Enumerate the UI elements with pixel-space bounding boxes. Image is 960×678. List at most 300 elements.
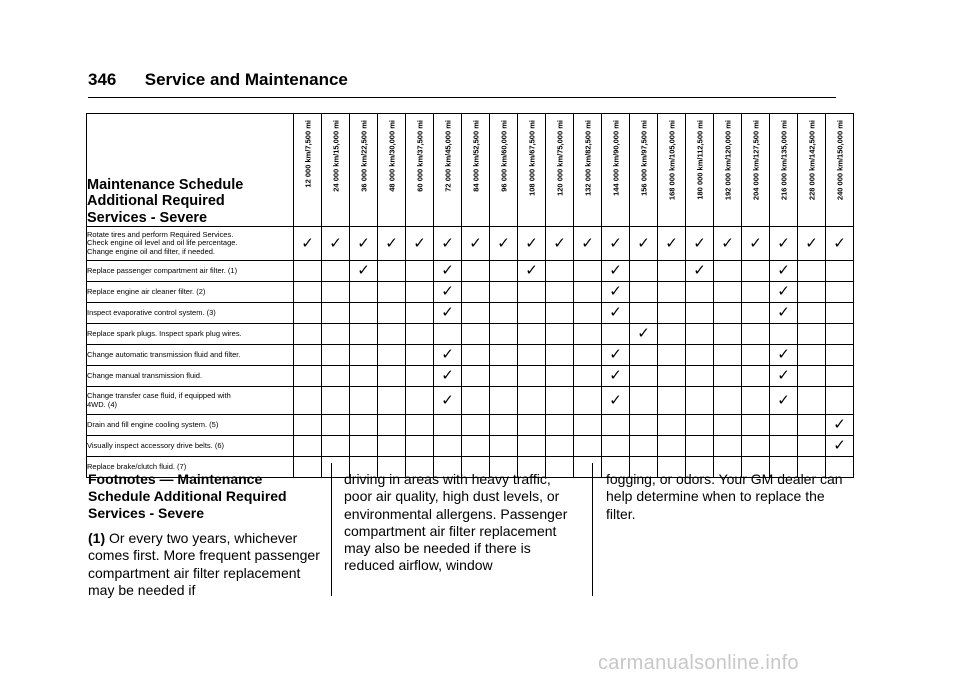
empty-cell [350, 366, 378, 387]
checkmark-cell [434, 366, 462, 387]
empty-cell [350, 282, 378, 303]
empty-cell [406, 436, 434, 457]
checkmark-icon: ✓ [637, 325, 650, 342]
empty-cell [322, 436, 350, 457]
empty-cell [742, 261, 770, 282]
empty-cell [518, 324, 546, 345]
checkmark-cell [798, 227, 826, 261]
empty-cell [462, 282, 490, 303]
empty-cell [630, 345, 658, 366]
empty-cell [462, 366, 490, 387]
interval-header [462, 114, 490, 227]
checkmark-cell [770, 227, 798, 261]
empty-cell [742, 324, 770, 345]
empty-cell [742, 436, 770, 457]
empty-cell [490, 324, 518, 345]
interval-header [630, 114, 658, 227]
checkmark-icon: ✓ [385, 234, 398, 252]
checkmark-cell [434, 227, 462, 261]
interval-header [434, 114, 462, 227]
interval-label: 132 000 km/82,500 mi [583, 120, 592, 196]
interval-header [294, 114, 322, 227]
empty-cell [798, 387, 826, 415]
empty-cell [546, 261, 574, 282]
empty-cell [686, 282, 714, 303]
empty-cell [462, 436, 490, 457]
footnote-continued-col2: driving in areas with heavy traffic, poor air quality, high dust levels, or environmental allergens. Passenger compartment air filter replacement may also be needed if there is reduced airflow, window [344, 471, 568, 574]
interval-header [658, 114, 686, 227]
checkmark-cell [434, 261, 462, 282]
empty-cell [742, 282, 770, 303]
interval-label: 204 000 km/127,500 mi [751, 120, 760, 201]
checkmark-cell [350, 227, 378, 261]
interval-header [490, 114, 518, 227]
footnote-1 [88, 530, 320, 599]
header-rule [88, 97, 836, 98]
empty-cell [518, 387, 546, 415]
interval-label: 216 000 km/135,000 mi [779, 120, 788, 201]
service-description: Replace spark plugs. Inspect spark plug wires. [87, 324, 294, 345]
empty-cell [686, 366, 714, 387]
empty-cell [294, 387, 322, 415]
empty-cell [714, 261, 742, 282]
empty-cell [294, 303, 322, 324]
interval-label: 72 000 km/45,000 mi [443, 120, 452, 192]
page-header [88, 70, 348, 90]
empty-cell [462, 345, 490, 366]
checkmark-icon: ✓ [469, 234, 482, 252]
empty-cell [714, 345, 742, 366]
interval-header [770, 114, 798, 227]
empty-cell [686, 387, 714, 415]
checkmark-cell [602, 345, 630, 366]
checkmark-cell [602, 227, 630, 261]
service-description: Visually inspect accessory drive belts. (6) [87, 436, 294, 457]
interval-label: 192 000 km/120,000 mi [723, 120, 732, 201]
checkmark-icon: ✓ [665, 234, 678, 252]
footnote-continued-col3: fogging, or odors. Your GM dealer can help determine when to replace the filter. [606, 471, 843, 522]
checkmark-cell [770, 282, 798, 303]
checkmark-icon: ✓ [609, 262, 622, 279]
footnote-1-label: (1) [88, 530, 106, 546]
empty-cell [378, 415, 406, 436]
checkmark-icon: ✓ [441, 367, 454, 384]
interval-header [518, 114, 546, 227]
checkmark-cell [686, 261, 714, 282]
empty-cell [378, 261, 406, 282]
empty-cell [798, 282, 826, 303]
empty-cell [294, 345, 322, 366]
empty-cell [406, 415, 434, 436]
empty-cell [686, 415, 714, 436]
empty-cell [546, 436, 574, 457]
empty-cell [490, 261, 518, 282]
empty-cell [630, 436, 658, 457]
empty-cell [378, 303, 406, 324]
checkmark-cell [518, 261, 546, 282]
empty-cell [434, 436, 462, 457]
interval-label: 12 000 km/7,500 mi [303, 120, 312, 188]
empty-cell [546, 324, 574, 345]
empty-cell [714, 282, 742, 303]
empty-cell [798, 415, 826, 436]
checkmark-cell [434, 303, 462, 324]
empty-cell [406, 366, 434, 387]
service-description: Replace passenger compartment air filter. (1) [87, 261, 294, 282]
empty-cell [546, 303, 574, 324]
table-row [87, 387, 854, 415]
checkmark-cell [602, 387, 630, 415]
empty-cell [826, 345, 854, 366]
checkmark-icon: ✓ [609, 283, 622, 300]
maintenance-schedule-table [86, 113, 854, 478]
table-title-line: Additional Required [87, 193, 225, 209]
interval-label: 84 000 km/52,500 mi [471, 120, 480, 192]
empty-cell [658, 303, 686, 324]
empty-cell [602, 415, 630, 436]
empty-cell [574, 366, 602, 387]
empty-cell [490, 366, 518, 387]
empty-cell [462, 303, 490, 324]
interval-label: 96 000 km/60,000 mi [499, 120, 508, 192]
empty-cell [518, 366, 546, 387]
checkmark-cell [770, 261, 798, 282]
checkmark-icon: ✓ [357, 234, 370, 252]
checkmark-cell [770, 345, 798, 366]
interval-label: 108 000 km/67,500 mi [527, 120, 536, 196]
empty-cell [798, 436, 826, 457]
checkmark-icon: ✓ [441, 234, 454, 252]
empty-cell [714, 387, 742, 415]
empty-cell [350, 387, 378, 415]
empty-cell [294, 415, 322, 436]
empty-cell [630, 282, 658, 303]
empty-cell [406, 345, 434, 366]
service-description: Change transfer case fluid, if equipped with 4WD. (4) [87, 387, 294, 415]
empty-cell [826, 387, 854, 415]
empty-cell [462, 387, 490, 415]
empty-cell [518, 345, 546, 366]
empty-cell [602, 324, 630, 345]
checkmark-icon: ✓ [777, 346, 790, 363]
empty-cell [322, 282, 350, 303]
empty-cell [546, 415, 574, 436]
empty-cell [630, 387, 658, 415]
watermark: carmanualsonline.info [598, 652, 799, 674]
checkmark-icon: ✓ [833, 416, 846, 433]
checkmark-icon: ✓ [609, 367, 622, 384]
checkmark-cell [686, 227, 714, 261]
empty-cell [294, 324, 322, 345]
checkmark-icon: ✓ [441, 346, 454, 363]
empty-cell [322, 324, 350, 345]
empty-cell [518, 436, 546, 457]
table-row [87, 345, 854, 366]
empty-cell [686, 303, 714, 324]
empty-cell [518, 415, 546, 436]
checkmark-cell [518, 227, 546, 261]
checkmark-cell [602, 282, 630, 303]
empty-cell [462, 415, 490, 436]
table-row [87, 282, 854, 303]
checkmark-cell [658, 227, 686, 261]
checkmark-icon: ✓ [609, 346, 622, 363]
interval-header [742, 114, 770, 227]
checkmark-icon: ✓ [329, 234, 342, 252]
checkmark-icon: ✓ [441, 304, 454, 321]
checkmark-cell [602, 303, 630, 324]
empty-cell [742, 415, 770, 436]
table-row [87, 324, 854, 345]
empty-cell [658, 282, 686, 303]
service-description: Change automatic transmission fluid and filter. [87, 345, 294, 366]
service-description: Replace engine air cleaner filter. (2) [87, 282, 294, 303]
checkmark-icon: ✓ [301, 234, 314, 252]
empty-cell [434, 415, 462, 436]
checkmark-cell [826, 415, 854, 436]
footnote-1-text: Or every two years, whichever comes first. More frequent passenger compartment air filter replacement may be needed if [88, 530, 320, 598]
table-header-row [87, 114, 854, 227]
empty-cell [350, 324, 378, 345]
checkmark-icon: ✓ [777, 391, 790, 409]
empty-cell [770, 324, 798, 345]
checkmark-cell [462, 227, 490, 261]
service-description: Replace brake/clutch fluid. (7) [87, 457, 294, 478]
empty-cell [574, 415, 602, 436]
checkmark-cell [378, 227, 406, 261]
interval-header [714, 114, 742, 227]
empty-cell [322, 303, 350, 324]
interval-label: 144 000 km/90,000 mi [611, 120, 620, 196]
checkmark-icon: ✓ [777, 234, 790, 252]
empty-cell [490, 387, 518, 415]
empty-cell [378, 282, 406, 303]
checkmark-icon: ✓ [441, 283, 454, 300]
empty-cell [574, 436, 602, 457]
checkmark-icon: ✓ [581, 234, 594, 252]
empty-cell [490, 345, 518, 366]
empty-cell [826, 261, 854, 282]
empty-cell [826, 366, 854, 387]
checkmark-icon: ✓ [693, 234, 706, 252]
service-description: Inspect evaporative control system. (3) [87, 303, 294, 324]
empty-cell [490, 436, 518, 457]
empty-cell [742, 387, 770, 415]
empty-cell [826, 324, 854, 345]
empty-cell [770, 415, 798, 436]
empty-cell [630, 261, 658, 282]
checkmark-cell [434, 345, 462, 366]
empty-cell [714, 415, 742, 436]
empty-cell [350, 345, 378, 366]
checkmark-icon: ✓ [525, 234, 538, 252]
interval-label: 24 000 km/15,000 mi [331, 120, 340, 192]
interval-header [826, 114, 854, 227]
empty-cell [742, 345, 770, 366]
checkmark-cell [826, 436, 854, 457]
empty-cell [294, 436, 322, 457]
empty-cell [798, 303, 826, 324]
empty-cell [658, 345, 686, 366]
empty-cell [406, 303, 434, 324]
interval-header [350, 114, 378, 227]
table-row [87, 303, 854, 324]
interval-label: 240 000 km/150,000 mi [835, 120, 844, 201]
checkmark-cell [546, 227, 574, 261]
empty-cell [462, 261, 490, 282]
service-description: Drain and fill engine cooling system. (5) [87, 415, 294, 436]
empty-cell [350, 303, 378, 324]
empty-cell [798, 261, 826, 282]
empty-cell [378, 324, 406, 345]
empty-cell [462, 324, 490, 345]
table-title-line: Maintenance Schedule [87, 176, 244, 193]
checkmark-cell [490, 227, 518, 261]
empty-cell [630, 366, 658, 387]
empty-cell [378, 387, 406, 415]
interval-header [602, 114, 630, 227]
empty-cell [294, 366, 322, 387]
empty-cell [574, 387, 602, 415]
checkmark-icon: ✓ [553, 234, 566, 252]
empty-cell [658, 324, 686, 345]
checkmark-cell [434, 387, 462, 415]
empty-cell [630, 415, 658, 436]
empty-cell [574, 324, 602, 345]
empty-cell [798, 324, 826, 345]
interval-label: 228 000 km/142,500 mi [807, 120, 816, 201]
section-title: Service and Maintenance [144, 70, 348, 89]
interval-label: 168 000 km/105,000 mi [667, 120, 676, 201]
checkmark-icon: ✓ [357, 262, 370, 279]
interval-label: 156 000 km/97,500 mi [639, 120, 648, 196]
checkmark-cell [574, 227, 602, 261]
checkmark-icon: ✓ [833, 234, 846, 252]
table-row [87, 366, 854, 387]
checkmark-cell [714, 227, 742, 261]
empty-cell [742, 366, 770, 387]
empty-cell [294, 282, 322, 303]
page-number: 346 [88, 70, 117, 89]
empty-cell [742, 303, 770, 324]
empty-cell [406, 282, 434, 303]
checkmark-icon: ✓ [497, 234, 510, 252]
interval-header [686, 114, 714, 227]
checkmark-icon: ✓ [441, 391, 454, 409]
empty-cell [686, 345, 714, 366]
empty-cell [658, 436, 686, 457]
checkmark-cell [742, 227, 770, 261]
column-divider [331, 463, 332, 596]
empty-cell [546, 345, 574, 366]
checkmark-cell [826, 227, 854, 261]
empty-cell [770, 436, 798, 457]
interval-header [378, 114, 406, 227]
empty-cell [658, 387, 686, 415]
empty-cell [602, 436, 630, 457]
checkmark-icon: ✓ [637, 234, 650, 252]
interval-header [574, 114, 602, 227]
empty-cell [322, 366, 350, 387]
empty-cell [686, 436, 714, 457]
interval-label: 60 000 km/37,500 mi [415, 120, 424, 192]
interval-header [322, 114, 350, 227]
checkmark-cell [602, 261, 630, 282]
empty-cell [630, 303, 658, 324]
checkmark-cell [406, 227, 434, 261]
service-description: Rotate tires and perform Required Services. Check engine oil level and oil life percentage. Change engine oil and filter, if needed. [87, 227, 294, 261]
checkmark-cell [770, 303, 798, 324]
empty-cell [518, 303, 546, 324]
checkmark-cell [294, 227, 322, 261]
interval-label: 180 000 km/112,500 mi [695, 120, 704, 200]
checkmark-cell [770, 387, 798, 415]
interval-header [798, 114, 826, 227]
empty-cell [546, 366, 574, 387]
interval-label: 48 000 km/30,000 mi [387, 120, 396, 192]
empty-cell [406, 387, 434, 415]
empty-cell [714, 366, 742, 387]
empty-cell [322, 415, 350, 436]
empty-cell [406, 324, 434, 345]
checkmark-icon: ✓ [609, 391, 622, 409]
checkmark-icon: ✓ [609, 234, 622, 252]
service-description: Change manual transmission fluid. [87, 366, 294, 387]
checkmark-icon: ✓ [441, 262, 454, 279]
empty-cell [798, 366, 826, 387]
checkmark-cell [602, 366, 630, 387]
checkmark-icon: ✓ [777, 304, 790, 321]
empty-cell [546, 282, 574, 303]
empty-cell [574, 303, 602, 324]
empty-cell [434, 324, 462, 345]
table-row [87, 415, 854, 436]
checkmark-cell [322, 227, 350, 261]
empty-cell [714, 324, 742, 345]
interval-header [406, 114, 434, 227]
table-row [87, 227, 854, 261]
checkmark-icon: ✓ [805, 234, 818, 252]
empty-cell [798, 345, 826, 366]
empty-cell [658, 261, 686, 282]
interval-label: 120 000 km/75,000 mi [555, 120, 564, 196]
checkmark-icon: ✓ [525, 262, 538, 279]
empty-cell [490, 415, 518, 436]
empty-cell [574, 261, 602, 282]
empty-cell [294, 261, 322, 282]
empty-cell [518, 282, 546, 303]
column-divider [592, 463, 593, 596]
empty-cell [714, 303, 742, 324]
checkmark-icon: ✓ [777, 283, 790, 300]
checkmark-cell [630, 227, 658, 261]
checkmark-icon: ✓ [833, 437, 846, 454]
empty-cell [826, 303, 854, 324]
empty-cell [490, 282, 518, 303]
empty-cell [350, 436, 378, 457]
checkmark-cell [770, 366, 798, 387]
checkmark-icon: ✓ [609, 304, 622, 321]
interval-label: 36 000 km/22,500 mi [359, 120, 368, 192]
empty-cell [406, 261, 434, 282]
table-title [87, 114, 294, 227]
empty-cell [490, 303, 518, 324]
footnotes-title: Footnotes — Maintenance Schedule Additional Required Services - Severe [88, 471, 287, 521]
checkmark-cell [630, 324, 658, 345]
checkmark-icon: ✓ [777, 367, 790, 384]
empty-cell [322, 345, 350, 366]
empty-cell [574, 345, 602, 366]
